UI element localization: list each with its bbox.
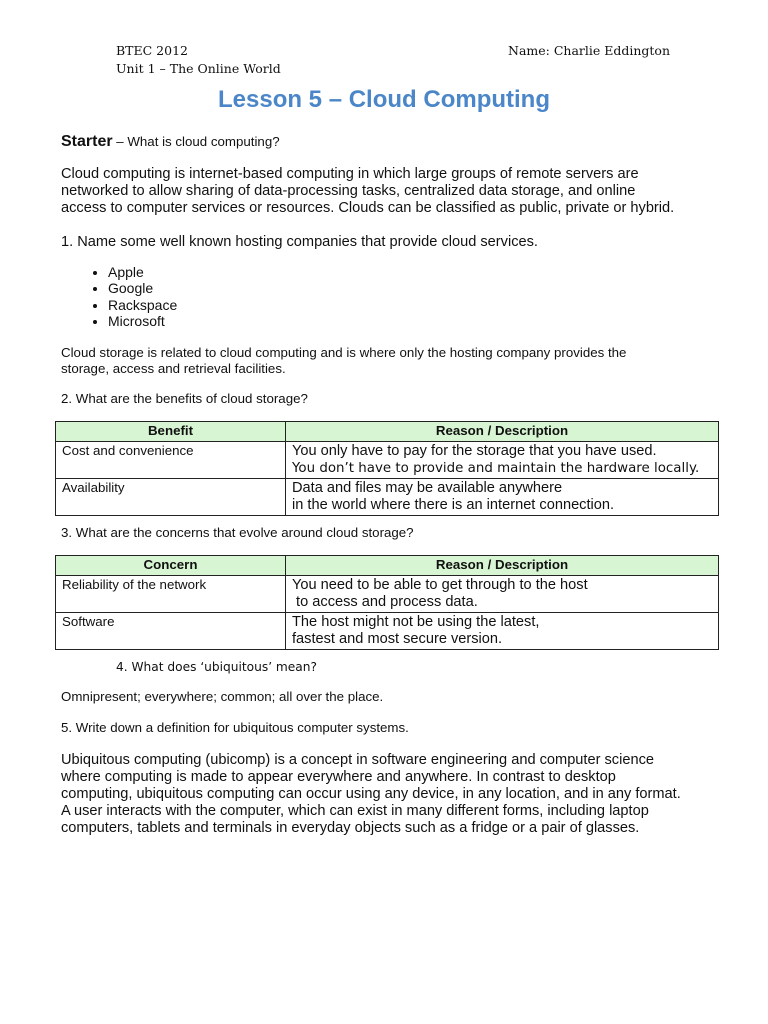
benefits-table bbox=[55, 421, 719, 516]
starter-label: Starter bbox=[61, 133, 113, 150]
starter-line bbox=[61, 133, 280, 151]
description-line: The host might not be using the latest, bbox=[292, 614, 540, 630]
intro-line: networked to allow sharing of data-processing tasks, centralized data storage, and online bbox=[61, 183, 636, 199]
storage-line: Cloud storage is related to cloud computing and is where only the hosting company provides the bbox=[61, 345, 627, 360]
concerns-table bbox=[55, 555, 719, 650]
table-header-row bbox=[56, 422, 719, 442]
description-cell bbox=[286, 442, 719, 479]
table-row bbox=[56, 613, 719, 650]
storage-line: storage, access and retrieval facilities. bbox=[61, 361, 286, 376]
list-item: • Google bbox=[108, 280, 177, 296]
starter-question: – What is cloud computing? bbox=[112, 134, 280, 149]
question-5: 5. Write down a definition for ubiquitous computer systems. bbox=[61, 720, 409, 735]
column-header: Benefit bbox=[56, 422, 286, 442]
answer-line: computing, ubiquitous computing can occur using any device, in any location, and in any format. bbox=[61, 786, 681, 802]
description-line: You need to be able to get through to the host bbox=[292, 577, 588, 593]
table-row bbox=[56, 576, 719, 613]
answer-5 bbox=[61, 752, 681, 837]
description-cell bbox=[286, 613, 719, 650]
answer-line: computers, tablets and terminals in everyday objects such as a fridge or a pair of glasses. bbox=[61, 820, 640, 836]
benefit-cell: Availability bbox=[56, 479, 286, 516]
description-line: in the world where there is an internet connection. bbox=[292, 497, 615, 513]
storage-paragraph bbox=[61, 345, 626, 377]
answer-line: A user interacts with the computer, which can exist in many different forms, including laptop bbox=[61, 803, 649, 819]
table-row bbox=[56, 442, 719, 479]
list-item: • Rackspace bbox=[108, 297, 177, 313]
intro-line: Cloud computing is internet-based computing in which large groups of remote servers are bbox=[61, 166, 639, 182]
description-line: You don’t have to provide and maintain the hardware locally. bbox=[292, 461, 700, 476]
student-name: Name: Charlie Eddington bbox=[508, 43, 671, 58]
list-item: • Microsoft bbox=[108, 313, 177, 329]
course-label: BTEC 2012 bbox=[116, 43, 188, 58]
list-item: • Apple bbox=[108, 264, 177, 280]
table-row bbox=[56, 479, 719, 516]
question-4: 4. What does ‘ubiquitous’ mean? bbox=[116, 660, 317, 674]
answer-line: Ubiquitous computing (ubicomp) is a concept in software engineering and computer science bbox=[61, 752, 654, 768]
description-line: to access and process data. bbox=[292, 594, 478, 610]
column-header: Reason / Description bbox=[286, 556, 719, 576]
concern-cell: Software bbox=[56, 613, 286, 650]
description-cell bbox=[286, 576, 719, 613]
intro-line: access to computer services or resources. Clouds can be classified as public, private or hybrid. bbox=[61, 200, 675, 216]
intro-paragraph bbox=[61, 166, 674, 217]
question-1: 1. Name some well known hosting companies that provide cloud services. bbox=[61, 234, 538, 250]
benefit-cell: Cost and convenience bbox=[56, 442, 286, 479]
description-line: fastest and most secure version. bbox=[292, 631, 503, 647]
page-title: Lesson 5 – Cloud Computing bbox=[217, 86, 550, 113]
column-header: Concern bbox=[56, 556, 286, 576]
answer-4: Omnipresent; everywhere; common; all over the place. bbox=[61, 689, 384, 704]
column-header: Reason / Description bbox=[286, 422, 719, 442]
table-header-row bbox=[56, 556, 719, 576]
question-3: 3. What are the concerns that evolve around cloud storage? bbox=[61, 525, 414, 540]
concern-cell: Reliability of the network bbox=[56, 576, 286, 613]
question-2: 2. What are the benefits of cloud storage? bbox=[61, 391, 308, 406]
description-cell bbox=[286, 479, 719, 516]
description-line: Data and files may be available anywhere bbox=[292, 480, 563, 496]
unit-label: Unit 1 – The Online World bbox=[116, 61, 281, 76]
answer-line: where computing is made to appear everywhere and anywhere. In contrast to desktop bbox=[61, 769, 616, 785]
company-list bbox=[82, 264, 177, 330]
description-line: You only have to pay for the storage that you have used. bbox=[292, 443, 657, 459]
